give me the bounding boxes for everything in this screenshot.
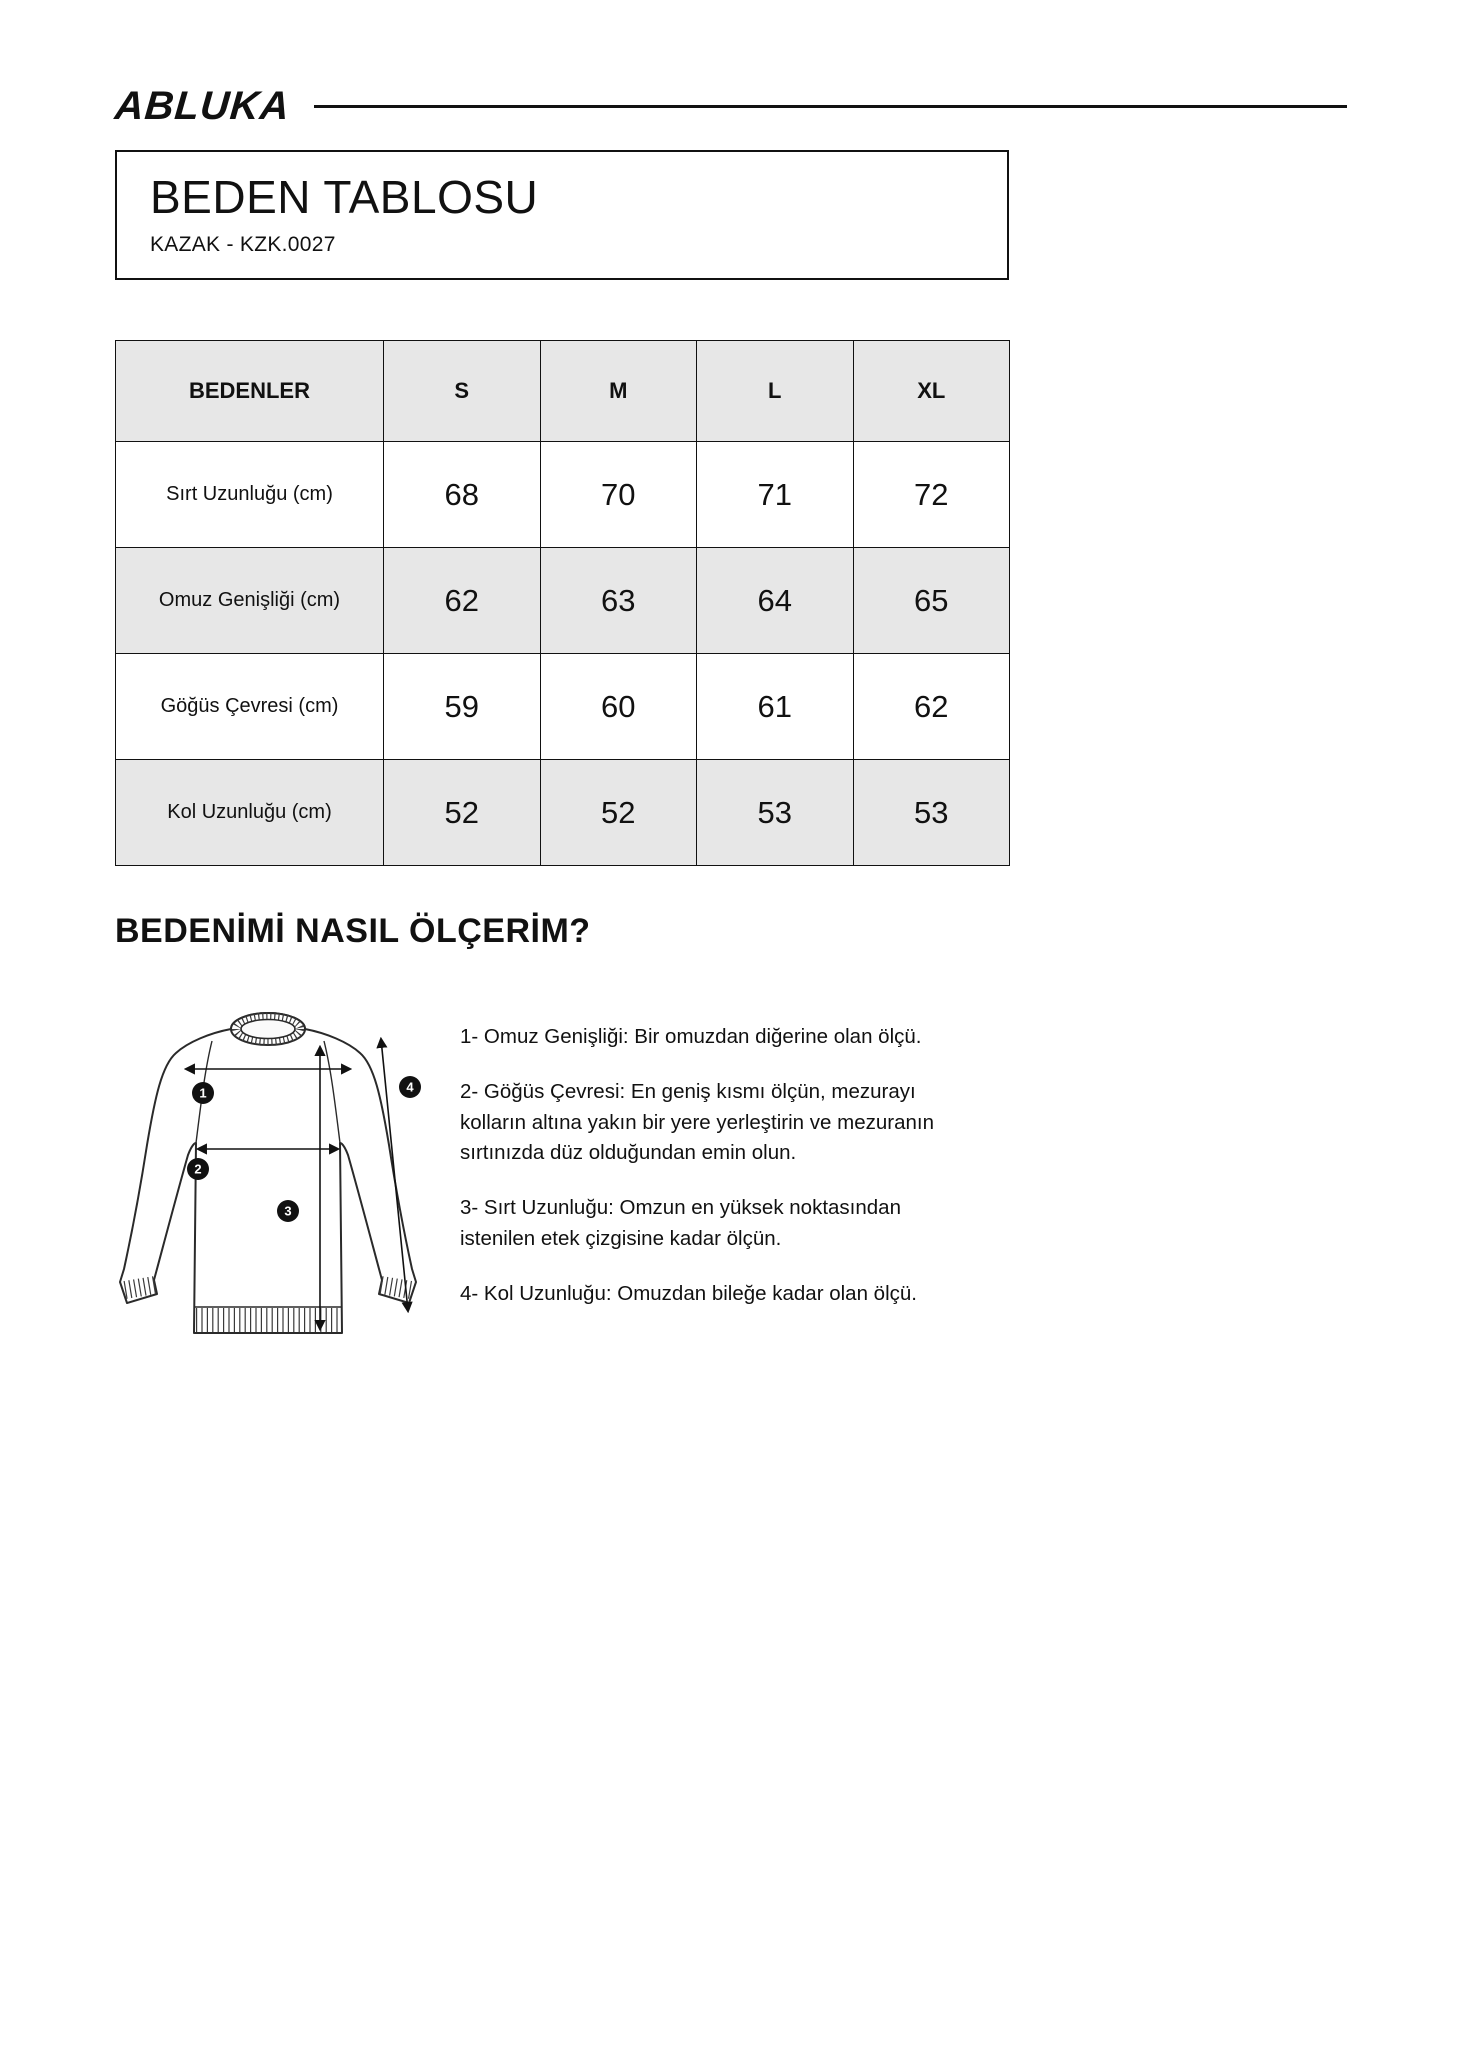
size-value: 64 bbox=[697, 548, 854, 654]
table-header-row bbox=[116, 341, 1010, 442]
column-header-m: M bbox=[540, 341, 697, 442]
svg-text:3: 3 bbox=[284, 1203, 292, 1219]
row-label: Göğüs Çevresi (cm) bbox=[116, 654, 384, 760]
measurement-marker-2 bbox=[187, 1158, 209, 1180]
brand-logo: ABLUKA bbox=[113, 84, 292, 128]
size-value: 52 bbox=[540, 760, 697, 866]
table-row bbox=[116, 442, 1010, 548]
size-value: 68 bbox=[384, 442, 541, 548]
instruction-item-2: 2- Göğüs Çevresi: En geniş kısmı ölçün, mezurayı kolların altına yakın bir yere yerleştirin ve mezuranın sırtınızda düz olduğundan emin olun. bbox=[460, 1079, 934, 1165]
title-box bbox=[115, 150, 1009, 280]
sweater-outline bbox=[120, 1013, 416, 1333]
column-header-bedenler: BEDENLER bbox=[116, 341, 384, 442]
size-value: 65 bbox=[853, 548, 1010, 654]
row-label: Omuz Genişliği (cm) bbox=[116, 548, 384, 654]
svg-text:2: 2 bbox=[194, 1161, 202, 1177]
size-value: 53 bbox=[697, 760, 854, 866]
size-value: 52 bbox=[384, 760, 541, 866]
instruction-item-4: 4- Kol Uzunluğu: Omuzdan bileğe kadar olan ölçü. bbox=[460, 1281, 917, 1305]
size-value: 62 bbox=[384, 548, 541, 654]
column-header-s: S bbox=[384, 341, 541, 442]
header bbox=[115, 84, 1347, 129]
svg-text:4: 4 bbox=[406, 1079, 414, 1095]
page-title: BEDEN TABLOSU bbox=[150, 171, 539, 223]
instruction-item-1: 1- Omuz Genişliği: Bir omuzdan diğerine olan ölçü. bbox=[460, 1025, 922, 1048]
header-rule bbox=[314, 105, 1347, 108]
sweater-illustration bbox=[98, 985, 443, 1385]
size-value: 59 bbox=[384, 654, 541, 760]
table-row bbox=[116, 654, 1010, 760]
measure-section-heading: BEDENİMİ NASIL ÖLÇERİM? bbox=[115, 912, 591, 950]
measurement-marker-1 bbox=[192, 1082, 214, 1104]
size-value: 60 bbox=[540, 654, 697, 760]
measurement-marker-3 bbox=[277, 1200, 299, 1222]
size-value: 70 bbox=[540, 442, 697, 548]
product-code: KAZAK - KZK.0027 bbox=[150, 233, 336, 256]
size-table bbox=[115, 340, 1010, 866]
size-value: 71 bbox=[697, 442, 854, 548]
size-value: 61 bbox=[697, 654, 854, 760]
row-label: Sırt Uzunluğu (cm) bbox=[116, 442, 384, 548]
measure-instructions bbox=[460, 1022, 970, 1333]
size-value: 53 bbox=[853, 760, 1010, 866]
column-header-l: L bbox=[697, 341, 854, 442]
row-label: Kol Uzunluğu (cm) bbox=[116, 760, 384, 866]
instruction-item-3: 3- Sırt Uzunluğu: Omzun en yüksek noktasından istenilen etek çizgisine kadar ölçün. bbox=[460, 1196, 901, 1250]
size-value: 63 bbox=[540, 548, 697, 654]
table-row bbox=[116, 760, 1010, 866]
measurement-marker-4 bbox=[399, 1076, 421, 1098]
size-value: 62 bbox=[853, 654, 1010, 760]
column-header-xl: XL bbox=[853, 341, 1010, 442]
svg-text:1: 1 bbox=[199, 1085, 207, 1101]
table-row bbox=[116, 548, 1010, 654]
sweater-diagram bbox=[98, 985, 443, 1385]
collar-inner bbox=[241, 1020, 295, 1039]
size-value: 72 bbox=[853, 442, 1010, 548]
